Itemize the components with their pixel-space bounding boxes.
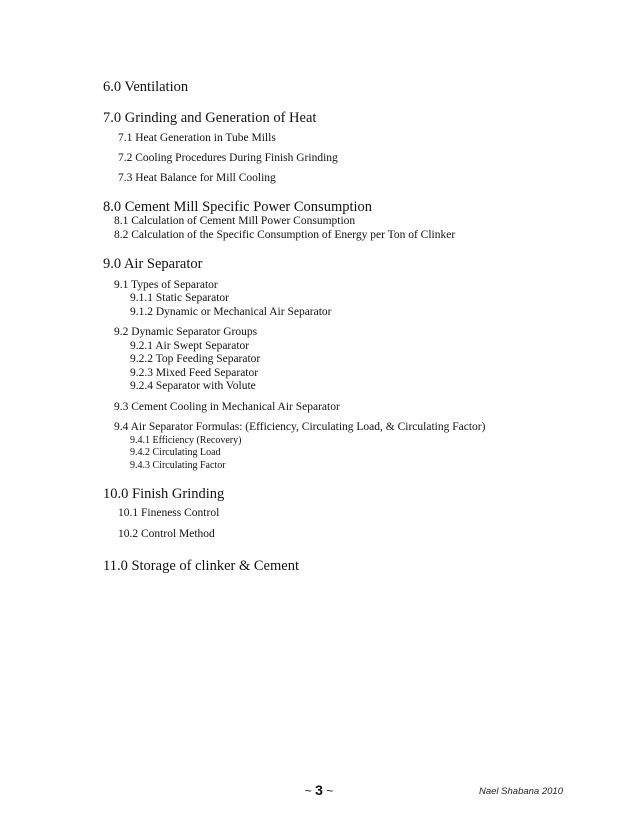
toc-item-9-2-1: 9.2.1 Air Swept Separator: [130, 340, 250, 352]
toc-item-8-1: 8.1 Calculation of Cement Mill Power Consumption: [114, 215, 356, 227]
toc-heading-finish-grinding: 10.0 Finish Grinding: [103, 486, 225, 502]
toc-heading-power-consumption: 8.0 Cement Mill Specific Power Consumption: [103, 199, 373, 215]
toc-item-9-4-3: 9.4.3 Circulating Factor: [130, 460, 226, 471]
footer-author: Nael Shabana 2010: [479, 786, 563, 797]
toc-item-10-2: 10.2 Control Method: [118, 528, 215, 540]
toc-item-7-3: 7.3 Heat Balance for Mill Cooling: [118, 172, 276, 184]
toc-item-9-1-2: 9.1.2 Dynamic or Mechanical Air Separator: [130, 306, 332, 318]
toc-item-8-2: 8.2 Calculation of the Specific Consumption of Energy per Ton of Clinker: [114, 229, 456, 241]
page-number-value: 3: [315, 782, 323, 798]
toc-item-9-4-1: 9.4.1 Efficiency (Recovery): [130, 435, 242, 446]
toc-item-7-1: 7.1 Heat Generation in Tube Mills: [118, 132, 276, 144]
toc-heading-ventilation: 6.0 Ventilation: [103, 79, 189, 95]
toc-heading-grinding-heat: 7.0 Grinding and Generation of Heat: [103, 110, 317, 126]
tilde-left: ~: [304, 784, 312, 798]
toc-item-9-4: 9.4 Air Separator Formulas: (Efficiency, Circulating Load, & Circulating Factor): [114, 421, 486, 433]
toc-item-9-2: 9.2 Dynamic Separator Groups: [114, 326, 258, 338]
toc-item-10-1: 10.1 Fineness Control: [118, 507, 220, 519]
tilde-right: ~: [326, 784, 334, 798]
toc-item-9-2-3: 9.2.3 Mixed Feed Separator: [130, 367, 259, 379]
toc-heading-storage: 11.0 Storage of clinker & Cement: [103, 558, 299, 574]
toc-item-7-2: 7.2 Cooling Procedures During Finish Grinding: [118, 152, 338, 164]
toc-item-9-2-2: 9.2.2 Top Feeding Separator: [130, 353, 261, 365]
toc-item-9-2-4: 9.2.4 Separator with Volute: [130, 380, 256, 392]
toc-heading-air-separator: 9.0 Air Separator: [103, 256, 203, 272]
toc-item-9-4-2: 9.4.2 Circulating Load: [130, 447, 221, 458]
toc-item-9-1: 9.1 Types of Separator: [114, 279, 218, 291]
toc-item-9-1-1: 9.1.1 Static Separator: [130, 292, 230, 304]
toc-item-9-3: 9.3 Cement Cooling in Mechanical Air Separator: [114, 401, 340, 413]
